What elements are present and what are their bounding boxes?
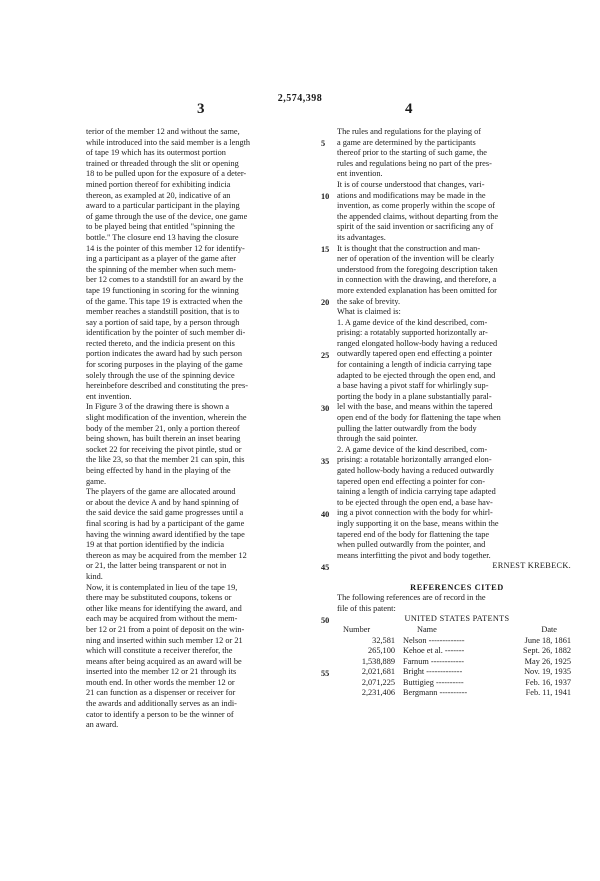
patent-date-cell: Feb. 16, 1937 [525,677,571,687]
text-line: its advantages. [337,232,386,242]
line-number: 45 [321,562,330,572]
line-number: 15 [321,244,330,254]
text-line: tapered open end effecting a pointer for con- [337,476,485,486]
table-row [343,678,571,689]
patent-name: Bright [403,667,425,677]
patent-date-cell: May 26, 1925 [524,656,571,666]
table-row [343,646,571,657]
text-line: rules and regulations being no part of the pres- [337,158,492,168]
text-line: thereon as may be acquired from the member 12 [86,550,247,560]
text-line: 2. A game device of the kind described, com- [337,444,488,454]
text-line: ations and modifications may be made in the [337,190,486,200]
text-line: or about the device A and by hand spinning of [86,497,239,507]
text-line: ner of operation of the invention will be clearly [337,254,495,264]
text-line: while introduced into the said member is a length [86,137,251,147]
text-line: ingly supporting it on the base, means within the [337,518,499,528]
text-line: ent invention. [337,169,383,179]
signature: ERNEST KREBECK. [492,561,571,571]
text-line: ranged elongated hollow-body having a reduced [337,338,498,348]
patent-name-cell: Bright ------------- [403,667,463,677]
text-line: the sake of brevity. [337,296,401,306]
text-line: lel with the base, and means within the tapered [337,402,493,412]
text-line: the awards and additionally serves as an indi- [86,699,237,709]
text-line: of tape 19 which has its outermost portion [86,148,226,158]
line-number: 50 [321,615,330,625]
text-line: cator to identify a person to be the winner of [86,709,234,719]
text-line: game. [86,476,107,486]
text-line: 21 can function as a dispenser or receiver for [86,688,236,698]
line-number: 25 [321,350,330,360]
text-line: slight modification of the invention, wherein the [86,413,247,423]
text-line: It is thought that the construction and man- [337,243,481,253]
text-line: adapted to be ejected through the open end, and [337,370,496,380]
line-number: 35 [321,456,330,466]
page-number-left: 3 [197,101,205,117]
text-line: of the game. This tape 19 is extracted when the [86,296,243,306]
left-column [86,127,322,731]
text-line: tape 19 functioning in scoring for the winning [86,285,239,295]
text-line: other like means for identifying the award, and [86,603,242,613]
text-line: trained or threaded through the slit or opening [86,158,239,168]
text-line: ent invention. [86,391,132,401]
text-line: the appended claims, without departing from the [337,211,499,221]
patent-name-cell: Buttigieg ---------- [403,677,464,687]
text-line: pulling the latter outwardly from the body [337,423,477,433]
text-line: the said device the said game progresses until a [86,508,244,518]
text-line: terior of the member 12 and without the same, [86,127,240,136]
text-line: 1. A game device of the kind described, com- [337,317,488,327]
right-column [337,127,577,699]
text-line: tapered end of the body for flattening the tape [337,529,490,539]
patent-date-cell: Nov. 19, 1935 [524,667,571,677]
column-header-date: Date [541,624,557,634]
text-line: The players of the game are allocated around [86,487,236,497]
text-line: for containing a length of indicia carrying tape [337,360,492,370]
text-line: award to a particular participant in the playing [86,201,240,211]
text-line: in connection with the drawing, and therefore, a [337,275,497,285]
text-line: the like 23, so that the member 21 can spin, this [86,455,245,465]
text-line: more extended explanation has been omitted for [337,285,497,295]
patent-date-cell: June 18, 1861 [524,635,571,645]
text-line: bottle." The closure end 13 having the closure [86,232,239,242]
line-number: 20 [321,297,330,307]
table-row [343,636,571,647]
text-line: mined portion thereof for exhibiting indicia [86,179,231,189]
text-line: an award. [86,720,119,730]
column-header-name: Name [417,624,437,634]
text-line: socket 22 for receiving the pivot pintle, stud or [86,444,242,454]
patent-number-cell: 2,231,406 [361,688,395,698]
references-heading: REFERENCES CITED [410,582,504,592]
text-line: through the said pointer. [337,434,418,444]
patent-number-cell: 2,071,225 [361,677,395,687]
text-line: understood from the foregoing description taken [337,264,498,274]
text-line: ber 12 comes to a standstill for an award by the [86,275,244,285]
text-line: 19 at that portion identified by the indicia [86,540,225,550]
text-line: a game are determined by the participants [337,137,476,147]
patent-number-cell: 32,581 [372,635,395,645]
patent-number-cell: 2,021,681 [361,667,395,677]
text-line: 14 is the pointer of this member 12 for identify- [86,243,245,253]
text-line: means interfitting the pivot and body together. [337,550,491,560]
text-line: mouth end. In other words the member 12 or [86,677,235,687]
table-row [343,667,571,678]
text-line: when pulled outwardly from the pointer, and [337,540,486,550]
text-line: identification by the pointer of such member di- [86,328,246,338]
text-line: What is claimed is: [337,307,401,317]
text-line: say a portion of said tape, by a person through [86,317,240,327]
text-line: there may be substituted coupons, tokens or [86,593,232,603]
text-line: kind. [86,571,103,581]
references-intro: The following references are of record in the [337,593,486,603]
patent-number-cell: 265,100 [368,646,395,656]
text-line: thereof prior to the starting of such game, the [337,148,487,158]
text-line: for scoring purposes in the playing of the game [86,360,243,370]
text-line: final scoring is had by a participant of the game [86,518,245,528]
patent-name: Farnum [403,656,429,666]
text-line: porting the body in a plane substantially paral- [337,391,492,401]
text-line: ing a participant as a player of the game after [86,254,236,264]
text-line: the spinning of the member when such mem- [86,264,237,274]
page-number-right: 4 [405,101,413,117]
text-line: prising: a rotatably supported horizontally ar- [337,328,488,338]
text-line: It is of course understood that changes, vari- [337,179,485,189]
text-line: open end of the body for flattening the tape when [337,413,501,423]
patent-name: Kehoe et al. [403,646,443,656]
spacer [337,572,577,583]
text-line: portion indicates the award had by such person [86,349,242,359]
text-line: member reaches a standstill position, that is to [86,307,240,317]
text-line: rected thereto, and the indicia present on this [86,338,235,348]
patent-number-cell: 1,538,889 [361,656,395,666]
patent-name: Bergmann [403,688,438,698]
patent-name-cell: Kehoe et al. ------- [403,646,465,656]
text-line: having the winning award identified by the tape [86,529,245,539]
text-line: outwardly tapered open end effecting a pointer [337,349,493,359]
text-line: ber 12 or 21 from a point of deposit on the win- [86,624,245,634]
text-line: being shown, has built therein an inset bearing [86,434,241,444]
patent-name: Nelson [403,635,427,645]
references-intro: file of this patent: [337,603,396,613]
text-line: In Figure 3 of the drawing there is shown a [86,402,230,412]
references-table [343,625,571,699]
text-line: spirit of the said invention or sacrificing any of [337,222,494,232]
text-line: prising: a rotatable horizontally arranged elon- [337,455,492,465]
table-row [343,688,571,699]
text-line: inserted into the member 12 or 21 through its [86,667,237,677]
text-line: solely through the use of the spinning device [86,370,235,380]
text-line: each may be acquired from without the mem- [86,614,238,624]
text-line: to be played being that entitled "spinning the [86,222,235,232]
line-number: 55 [321,668,330,678]
text-line: Now, it is contemplated in lieu of the tape 19, [86,582,238,592]
text-line: which will constitute a receiver therefor, the [86,646,233,656]
text-line: invention, as come properly within the scope of [337,201,496,211]
patent-name-cell: Nelson ------------- [403,635,465,645]
table-row [343,657,571,668]
text-line: taining a length of indicia carrying tape adapted [337,487,496,497]
text-line: being effected by hand in the playing of the [86,466,231,475]
line-number: 40 [321,509,330,519]
references-subheading: UNITED STATES PATENTS [404,614,510,624]
text-line: a base having a pivot staff for whirlingly sup- [337,381,489,391]
text-line: or 21, the latter being transparent or not in [86,561,227,571]
text-line: ing a pivot connection with the body for whirl- [337,508,493,518]
text-line: The rules and regulations for the playing of [337,127,482,136]
text-line: of game through the use of the device, one game [86,211,248,221]
patent-name: Buttigieg [403,677,434,687]
text-line: body of the member 21, only a portion thereof [86,423,240,433]
patent-date-cell: Sept. 26, 1882 [523,646,571,656]
text-line: means after being acquired as an award will be [86,656,242,666]
text-line: gated hollow-body having a reduced outwardly [337,466,494,475]
text-line: to be ejected through the open end, a base hav- [337,497,493,507]
patent-number: 2,574,398 [277,93,323,104]
text-line: thereon, as exampled at 20, indicative of an [86,190,231,200]
text-line: 18 to be pulled upon for the exposure of a deter- [86,169,247,179]
text-line: hereinbefore described and constituting the pres- [86,381,248,391]
table-header-row [343,625,571,636]
line-number: 5 [321,138,326,148]
patent-date-cell: Feb. 11, 1941 [525,688,571,698]
column-header-number: Number [343,624,371,634]
patent-name-cell: Bergmann ---------- [403,688,468,698]
patent-name-cell: Farnum ------------ [403,656,465,666]
line-number: 30 [321,403,330,413]
text-line: ning and inserted within such member 12 or 21 [86,635,243,645]
line-number: 10 [321,191,330,201]
